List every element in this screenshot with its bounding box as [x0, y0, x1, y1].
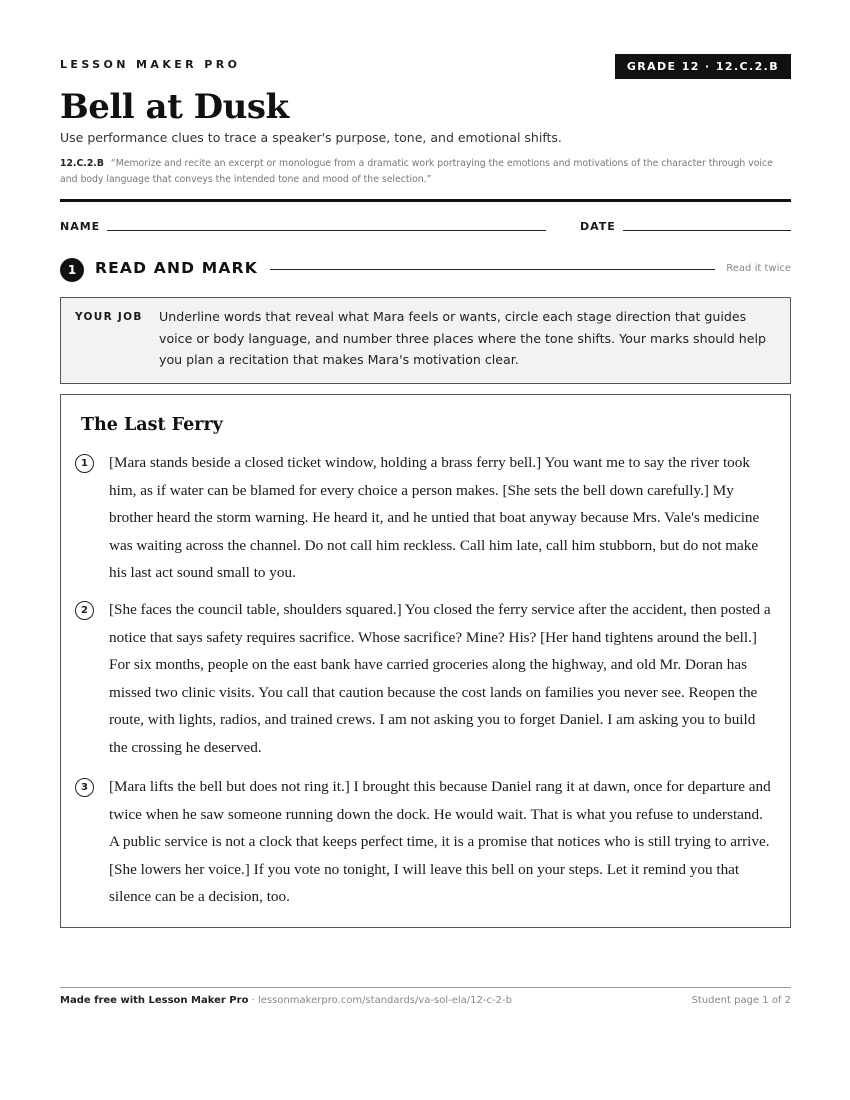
- section-note: Read it twice: [726, 263, 791, 274]
- paragraph-number: 3: [75, 778, 94, 797]
- worksheet-page: [60, 0, 791, 1100]
- passage-box: [60, 394, 791, 928]
- footer-made-with: Made free with Lesson Maker Pro: [60, 995, 249, 1006]
- section-title: READ AND MARK: [95, 259, 258, 277]
- paragraph-text: [She faces the council table, shoulders squared.] You closed the ferry service after the accident, then posted a notice that says safety requires sacrifice. Whose sacrifice? Mine? His? [Her hand tightens around the bell.] For six months, people on the east bank have carried groceries along the highway, and old Mr. Doran has missed two clinic visits. You call that caution because the cost lands on families you never see. Reopen the route, with lights, radios, and trained crews. I am not asking you to forget Daniel. I am asking you to build the crossing he deserved.: [109, 601, 771, 756]
- page-title: Bell at Dusk: [60, 87, 289, 127]
- section-number-badge: 1: [60, 258, 84, 282]
- grade-badge: GRADE 12 · 12.C.2.B: [615, 54, 791, 79]
- paragraph-text: [Mara stands beside a closed ticket window, holding a brass ferry bell.] You want me to say the river took him, as if water can be blamed for every choice a person makes. [She sets the bell down carefully.] My brother heard the storm warning. He heard it, and he untied that boat anyway because Mrs. Vale's medicine was waiting across the channel. Do not call him reckless. Call him late, call him stubborn, but do not make his last act sound small to you.: [109, 454, 760, 582]
- paragraph-number: 2: [75, 601, 94, 620]
- instructions-label: YOUR JOB: [75, 311, 143, 323]
- paragraph-text: [Mara lifts the bell but does not ring it.] I brought this because Daniel rang it at dawn, once for departure and twice when he saw someone running down the dock. He would wait. That is what you refuse to understand. A public service is not a clock that keeps perfect time, it is a promise that notices who is still trying to arrive. [She lowers her voice.] If you vote no tonight, I will leave this bell on your steps. Let it remind you that silence can be a decision, too.: [109, 778, 771, 906]
- page-subtitle: Use performance clues to trace a speaker's purpose, tone, and emotional shifts.: [60, 130, 562, 145]
- standard-text: “Memorize and recite an excerpt or monologue from a dramatic work portraying the emotions and motivations of the character through voice and body language that conveys the intended tone and mood of the selection.”: [60, 158, 773, 185]
- footer-url[interactable]: · lessonmakerpro.com/standards/va-sol-ela/12-c-2-b: [248, 995, 512, 1006]
- name-label: NAME: [60, 220, 101, 233]
- section-divider: [270, 269, 715, 270]
- footer-page-number: Student page 1 of 2: [691, 995, 791, 1006]
- footer-divider: [60, 987, 791, 988]
- paragraph-number: 1: [75, 454, 94, 473]
- instructions-box: [60, 297, 791, 384]
- instructions-text: Underline words that reveal what Mara feels or wants, circle each stage direction that guides voice or body language, and number three places where the tone shifts. Your marks should help you plan a recitation that makes Mara's motivation clear.: [159, 309, 766, 367]
- brand-name: LESSON MAKER PRO: [60, 58, 241, 71]
- header-divider: [60, 199, 791, 202]
- date-label: DATE: [580, 220, 616, 233]
- date-field[interactable]: [623, 230, 791, 231]
- standard-code: 12.C.2.B: [60, 158, 104, 169]
- footer-credit: [60, 995, 512, 1006]
- name-field[interactable]: [107, 230, 546, 231]
- standard-description: [60, 156, 791, 188]
- passage-title: The Last Ferry: [81, 415, 223, 435]
